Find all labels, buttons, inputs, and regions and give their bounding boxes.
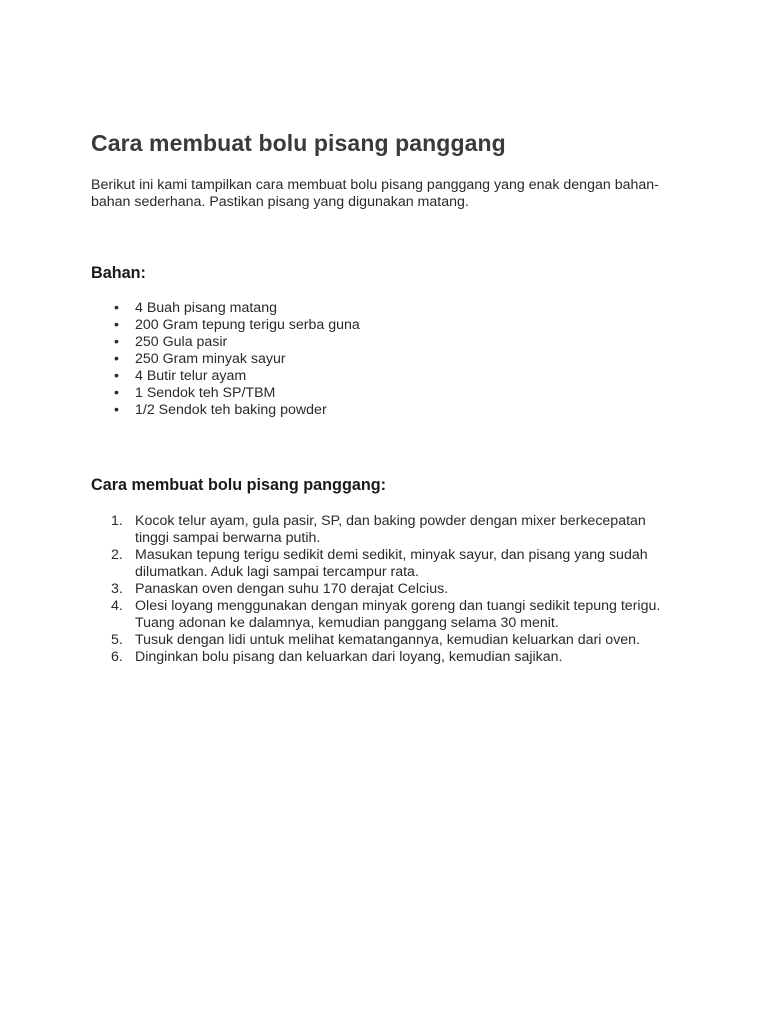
ingredient-item	[91, 385, 651, 402]
step-item	[91, 513, 671, 547]
step-text: Tusuk dengan lidi untuk melihat kematangannya, kemudian keluarkan dari oven.	[135, 632, 641, 648]
step-text: Kocok telur ayam, gula pasir, SP, dan baking powder dengan mixer berkecepatan tinggi sampai berwarna putih.	[135, 513, 646, 546]
step-item	[91, 649, 671, 666]
step-number: 5.	[111, 632, 123, 648]
steps-heading: Cara membuat bolu pisang panggang:	[91, 476, 386, 494]
step-number: 6.	[111, 649, 123, 665]
step-number: 1.	[111, 513, 123, 529]
intro-paragraph: Berikut ini kami tampilkan cara membuat bolu pisang panggang yang enak dengan bahan-bahan sederhana. Pastikan pisang yang digunakan matang.	[91, 177, 659, 210]
step-number: 2.	[111, 547, 123, 563]
step-item	[91, 598, 671, 632]
ingredient-item	[91, 334, 651, 351]
step-item	[91, 547, 671, 581]
ingredient-item	[91, 368, 651, 385]
step-number: 3.	[111, 581, 123, 597]
ingredient-text: 1/2 Sendok teh baking powder	[135, 402, 327, 418]
step-item	[91, 632, 671, 649]
ingredient-text: 250 Gula pasir	[135, 334, 228, 350]
ingredient-text: 4 Butir telur ayam	[135, 368, 247, 384]
ingredient-text: 4 Buah pisang matang	[135, 300, 277, 316]
bullet-icon: •	[114, 334, 119, 350]
step-text: Panaskan oven dengan suhu 170 derajat Celcius.	[135, 581, 449, 597]
step-item	[91, 581, 671, 598]
bullet-icon: •	[114, 300, 119, 316]
bullet-icon: •	[114, 402, 119, 418]
ingredient-text: 200 Gram tepung terigu serba guna	[135, 317, 360, 333]
step-number: 4.	[111, 598, 123, 614]
ingredient-text: 1 Sendok teh SP/TBM	[135, 385, 276, 401]
ingredient-item	[91, 317, 651, 334]
steps-list	[91, 513, 671, 666]
step-text: Dinginkan bolu pisang dan keluarkan dari loyang, kemudian sajikan.	[135, 649, 563, 665]
bullet-icon: •	[114, 317, 119, 333]
ingredient-item	[91, 300, 651, 317]
ingredient-text: 250 Gram minyak sayur	[135, 351, 286, 367]
bullet-icon: •	[114, 385, 119, 401]
ingredient-item	[91, 402, 651, 419]
bullet-icon: •	[114, 351, 119, 367]
page-title: Cara membuat bolu pisang panggang	[91, 130, 506, 156]
ingredient-item	[91, 351, 651, 368]
ingredients-list	[91, 300, 651, 419]
bullet-icon: •	[114, 368, 119, 384]
ingredients-heading: Bahan:	[91, 264, 146, 282]
step-text: Olesi loyang menggunakan dengan minyak goreng dan tuangi sedikit tepung terigu. Tuang adonan ke dalamnya, kemudian panggang selama 30 menit.	[135, 598, 661, 631]
step-text: Masukan tepung terigu sedikit demi sedikit, minyak sayur, dan pisang yang sudah dilumatkan. Aduk lagi sampai tercampur rata.	[135, 547, 648, 580]
